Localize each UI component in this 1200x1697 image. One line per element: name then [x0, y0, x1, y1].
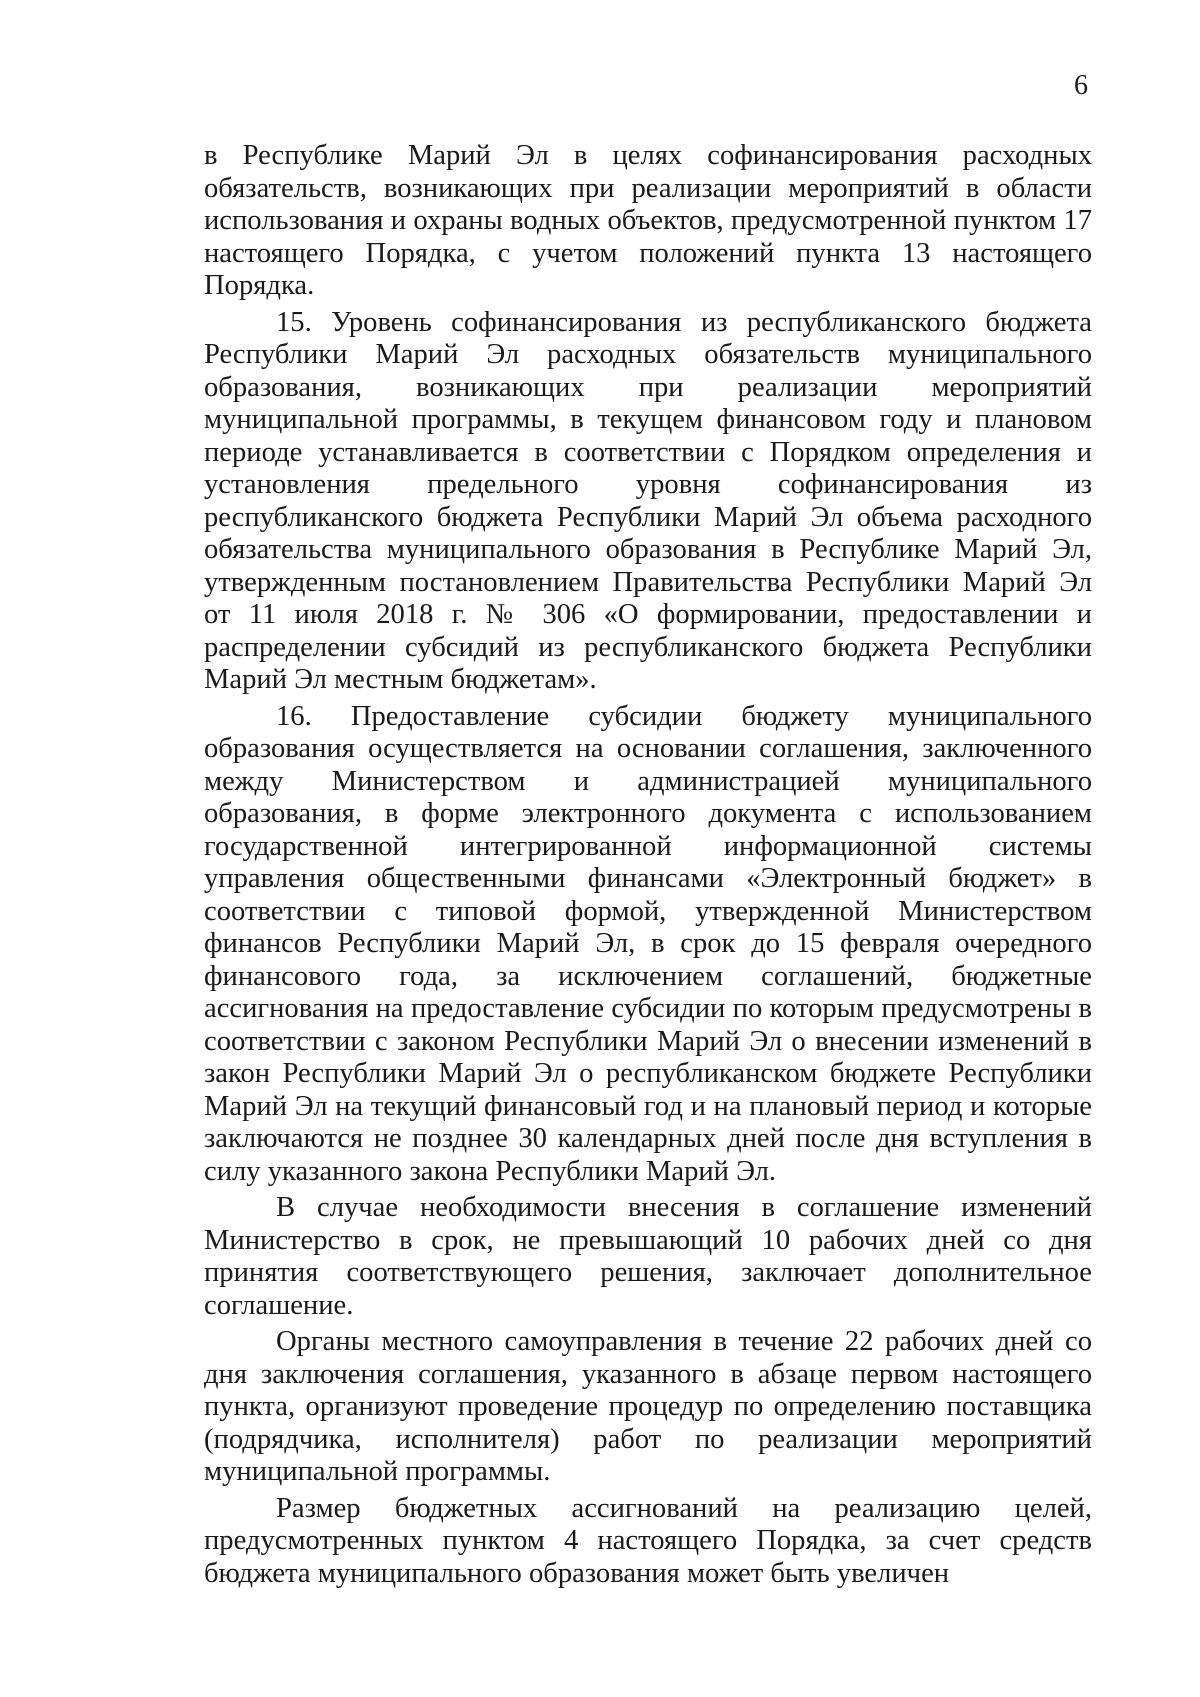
document-body: [204, 140, 1092, 1594]
paragraph-continuation: в Республике Марий Эл в целях софинансирования расходных обязательств, возникающих при реализации мероприятий в области использования и охраны водных объектов, предусмотренной пунктом 17 настоящего Порядка, с учетом положений пункта 13 настоящего Порядка.: [204, 140, 1092, 301]
paragraph-budget-allocation: Размер бюджетных ассигнований на реализацию целей, предусмотренных пунктом 4 настоящего Порядка, за счет средств бюджета муниципального образования может быть увеличен: [204, 1492, 1092, 1589]
page-number: 6: [1074, 70, 1088, 101]
paragraph-amendment: В случае необходимости внесения в соглашение изменений Министерство в срок, не превышающий 10 рабочих дней со дня принятия соответствующего решения, заключает дополнительное соглашение.: [204, 1192, 1092, 1321]
paragraph-item-16: 16. Предоставление субсидии бюджету муниципального образования осуществляется на основании соглашения, заключенного между Министерством и администрацией муниципального образования, в форме электронного документа с использованием государственной интегрированной информационной системы управления общественными финансами «Электронный бюджет» в соответствии с типовой формой, утвержденной Министерством финансов Республики Марий Эл, в срок до 15 февраля очередного финансового года, за исключением соглашений, бюджетные ассигнования на предоставление субсидии по которым предусмотрены в соответствии с законом Республики Марий Эл о внесении изменений в закон Республики Марий Эл о республиканском бюджете Республики Марий Эл на текущий финансовый год и на плановый период и которые заключаются не позднее 30 календарных дней после дня вступления в силу указанного закона Республики Марий Эл.: [204, 700, 1092, 1187]
paragraph-local-authorities: Органы местного самоуправления в течение 22 рабочих дней со дня заключения соглашения, указанного в абзаце первом настоящего пункта, организуют проведение процедур по определению поставщика (подрядчика, исполнителя) работ по реализации мероприятий муниципальной программы.: [204, 1326, 1092, 1487]
paragraph-item-15: 15. Уровень софинансирования из республиканского бюджета Республики Марий Эл расходных обязательств муниципального образования, возникающих при реализации мероприятий муниципальной программы, в текущем финансовом году и плановом периоде устанавливается в соответствии с Порядком определения и установления предельного уровня софинансирования из республиканского бюджета Республики Марий Эл объема расходного обязательства муниципального образования в Республике Марий Эл, утвержденным постановлением Правительства Республики Марий Эл от 11 июля 2018 г. № 306 «О формировании, предоставлении и распределении субсидий из республиканского бюджета Республики Марий Эл местным бюджетам».: [204, 306, 1092, 695]
